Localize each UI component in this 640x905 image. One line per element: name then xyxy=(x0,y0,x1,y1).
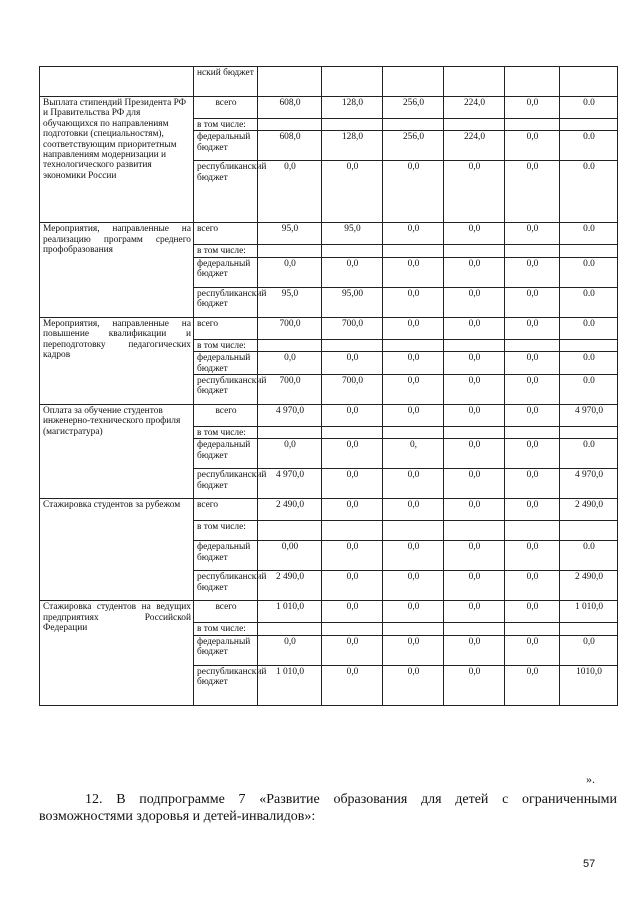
value-cell xyxy=(322,623,383,635)
funding-type-cell: республиканский бюджет xyxy=(194,665,258,705)
value-cell: 0,0 xyxy=(258,352,322,375)
value-cell: 0.0 xyxy=(560,287,618,317)
value-cell: 0,0 xyxy=(383,317,444,339)
value-cell xyxy=(560,119,618,131)
funding-type-cell: всего xyxy=(194,601,258,623)
value-cell: 0,0 xyxy=(444,635,505,665)
value-cell: 0,0 xyxy=(322,352,383,375)
value-cell: 0.0 xyxy=(560,161,618,223)
value-cell xyxy=(258,623,322,635)
total-row xyxy=(40,405,618,427)
value-cell: 2 490,0 xyxy=(560,571,618,601)
funding-type-cell: республиканский бюджет xyxy=(194,571,258,601)
value-cell xyxy=(322,67,383,97)
value-cell: 0,0 xyxy=(444,469,505,499)
value-cell xyxy=(322,521,383,541)
value-cell: 0,0 xyxy=(505,541,560,571)
value-cell: 256,0 xyxy=(383,131,444,161)
value-cell: 0,0 xyxy=(505,665,560,705)
value-cell xyxy=(258,119,322,131)
value-cell xyxy=(560,521,618,541)
value-cell xyxy=(560,339,618,351)
total-row xyxy=(40,97,618,119)
value-cell: 2 490,0 xyxy=(258,499,322,521)
value-cell: 0,0 xyxy=(505,405,560,427)
value-cell: 0,0 xyxy=(505,469,560,499)
value-cell: 0,0 xyxy=(383,257,444,287)
value-cell: 4 970,0 xyxy=(560,469,618,499)
value-cell: 0,0 xyxy=(505,287,560,317)
value-cell: 0,0 xyxy=(383,161,444,223)
measure-name-cell: Оплата за обучение студентов инженерно-технического профиля (магистратура) xyxy=(40,405,194,499)
value-cell: 0,0 xyxy=(505,375,560,405)
total-row xyxy=(40,499,618,521)
funding-type-cell: всего xyxy=(194,97,258,119)
value-cell: 0,0 xyxy=(444,571,505,601)
value-cell xyxy=(560,245,618,257)
value-cell: 0,0 xyxy=(383,601,444,623)
funding-type-cell: всего xyxy=(194,405,258,427)
value-cell: 0.0 xyxy=(560,439,618,469)
value-cell: 0,0 xyxy=(322,257,383,287)
value-cell: 0,0 xyxy=(444,405,505,427)
value-cell: 256,0 xyxy=(383,97,444,119)
funding-type-cell: республиканский бюджет xyxy=(194,287,258,317)
funding-type-cell: республиканский бюджет xyxy=(194,375,258,405)
value-cell xyxy=(322,339,383,351)
value-cell: 0,0 xyxy=(383,375,444,405)
measure-name-cell: Стажировка студентов на ведущих предприятиях Российской Федерации xyxy=(40,601,194,705)
value-cell xyxy=(258,521,322,541)
value-cell: 0.0 xyxy=(560,352,618,375)
funding-type-cell: всего xyxy=(194,223,258,245)
value-cell xyxy=(383,427,444,439)
value-cell: 0,0 xyxy=(322,405,383,427)
measure-name-cell: Мероприятия, направленные на повышение квалификации и переподготовку педагогических кадров xyxy=(40,317,194,404)
value-cell: 0, xyxy=(383,439,444,469)
value-cell: 0,0 xyxy=(444,223,505,245)
value-cell: 1010,0 xyxy=(560,665,618,705)
value-cell: 700,0 xyxy=(258,375,322,405)
value-cell: 0,00 xyxy=(258,541,322,571)
value-cell: 0,0 xyxy=(444,287,505,317)
budget-table xyxy=(39,66,618,706)
value-cell xyxy=(505,67,560,97)
value-cell: 0,0 xyxy=(383,541,444,571)
measure-name-cell: Мероприятия, направленные на реализацию программ среднего профобразования xyxy=(40,223,194,317)
funding-type-cell: федеральный бюджет xyxy=(194,352,258,375)
value-cell: 0,0 xyxy=(505,131,560,161)
continuation-row xyxy=(40,67,618,97)
value-cell: 0,0 xyxy=(322,499,383,521)
funding-type-cell: в том числе: xyxy=(194,623,258,635)
value-cell: 0,0 xyxy=(444,665,505,705)
value-cell: 0,0 xyxy=(505,439,560,469)
value-cell: 95,0 xyxy=(258,287,322,317)
funding-type-cell: в том числе: xyxy=(194,339,258,351)
value-cell: 608,0 xyxy=(258,97,322,119)
value-cell: 0,0 xyxy=(444,257,505,287)
value-cell: 608,0 xyxy=(258,131,322,161)
total-row xyxy=(40,601,618,623)
value-cell: 224,0 xyxy=(444,131,505,161)
value-cell: 700,0 xyxy=(258,317,322,339)
value-cell: 0,0 xyxy=(383,223,444,245)
value-cell xyxy=(322,245,383,257)
value-cell: 2 490,0 xyxy=(258,571,322,601)
value-cell: 4 970,0 xyxy=(560,405,618,427)
value-cell: 0,0 xyxy=(444,541,505,571)
funding-type-cell: в том числе: xyxy=(194,119,258,131)
funding-type-cell: федеральный бюджет xyxy=(194,635,258,665)
value-cell: 0,0 xyxy=(383,571,444,601)
value-cell: 0,0 xyxy=(258,257,322,287)
value-cell: 0,0 xyxy=(322,571,383,601)
value-cell xyxy=(505,245,560,257)
total-row xyxy=(40,223,618,245)
value-cell: 0,0 xyxy=(258,439,322,469)
value-cell xyxy=(560,623,618,635)
value-cell: 0,0 xyxy=(383,635,444,665)
value-cell xyxy=(383,119,444,131)
value-cell: 0,0 xyxy=(505,499,560,521)
value-cell xyxy=(505,119,560,131)
value-cell: 4 970,0 xyxy=(258,405,322,427)
value-cell xyxy=(383,623,444,635)
value-cell: 0,0 xyxy=(258,161,322,223)
value-cell: 0,0 xyxy=(444,439,505,469)
value-cell: 0,0 xyxy=(322,635,383,665)
value-cell: 0.0 xyxy=(560,97,618,119)
value-cell xyxy=(444,427,505,439)
value-cell: 1 010,0 xyxy=(258,601,322,623)
value-cell: 0,0 xyxy=(444,499,505,521)
value-cell: 0,0 xyxy=(322,161,383,223)
value-cell: 0,0 xyxy=(505,317,560,339)
value-cell xyxy=(505,339,560,351)
value-cell: 0,0 xyxy=(322,601,383,623)
value-cell: 0.0 xyxy=(560,541,618,571)
value-cell: 0,0 xyxy=(322,665,383,705)
funding-type-cell: федеральный бюджет xyxy=(194,439,258,469)
funding-type-cell: в том числе: xyxy=(194,521,258,541)
value-cell: 0,0 xyxy=(444,161,505,223)
funding-type-cell: федеральный бюджет xyxy=(194,257,258,287)
value-cell: 95,0 xyxy=(322,223,383,245)
value-cell: 95,00 xyxy=(322,287,383,317)
value-cell xyxy=(560,67,618,97)
funding-type-cell: республиканский бюджет xyxy=(194,161,258,223)
amendment-paragraph: 12. В подпрограмме 7 «Развитие образования для детей с ограниченными возможностями здоровья и детей-инвалидов»: xyxy=(39,792,617,824)
value-cell: 0.0 xyxy=(560,317,618,339)
value-cell: 0,0 xyxy=(505,257,560,287)
value-cell: 0,0 xyxy=(383,405,444,427)
value-cell xyxy=(258,427,322,439)
value-cell xyxy=(322,427,383,439)
value-cell: 0,0 xyxy=(505,571,560,601)
value-cell: 4 970,0 xyxy=(258,469,322,499)
value-cell: 0.0 xyxy=(560,375,618,405)
value-cell: 0,0 xyxy=(258,635,322,665)
value-cell xyxy=(560,427,618,439)
value-cell: 0,0 xyxy=(444,601,505,623)
measure-name-cell xyxy=(40,67,194,97)
value-cell: 0.0 xyxy=(560,223,618,245)
value-cell: 0.0 xyxy=(560,131,618,161)
value-cell xyxy=(444,623,505,635)
value-cell: 0,0 xyxy=(383,665,444,705)
value-cell: 0,0 xyxy=(560,635,618,665)
value-cell xyxy=(505,427,560,439)
value-cell xyxy=(383,339,444,351)
value-cell xyxy=(444,521,505,541)
value-cell: 2 490,0 xyxy=(560,499,618,521)
value-cell: 1 010,0 xyxy=(258,665,322,705)
value-cell xyxy=(322,119,383,131)
value-cell: 0,0 xyxy=(383,469,444,499)
value-cell xyxy=(505,623,560,635)
value-cell: 95,0 xyxy=(258,223,322,245)
value-cell: 0,0 xyxy=(444,352,505,375)
funding-type-cell: республиканский бюджет xyxy=(194,469,258,499)
value-cell xyxy=(505,521,560,541)
value-cell: 0,0 xyxy=(383,499,444,521)
value-cell xyxy=(444,245,505,257)
value-cell: 0,0 xyxy=(505,601,560,623)
measure-name-cell: Выплата стипендий Президента РФ и Правительства РФ для обучающихся по направлениям подготовки (специальностям), соответствующим приоритетным направлениям модернизации и технологического развития экономики России xyxy=(40,97,194,223)
value-cell: 0,0 xyxy=(505,161,560,223)
funding-type-cell: всего xyxy=(194,317,258,339)
funding-type-cell: федеральный бюджет xyxy=(194,541,258,571)
quote-close: ». xyxy=(586,772,595,786)
value-cell xyxy=(444,67,505,97)
value-cell xyxy=(383,67,444,97)
value-cell: 0,0 xyxy=(322,541,383,571)
funding-type-cell: в том числе: xyxy=(194,427,258,439)
value-cell: 700,0 xyxy=(322,375,383,405)
value-cell: 0,0 xyxy=(505,352,560,375)
value-cell: 0,0 xyxy=(322,439,383,469)
value-cell: 0,0 xyxy=(444,375,505,405)
value-cell: 128,0 xyxy=(322,131,383,161)
value-cell xyxy=(383,521,444,541)
funding-type-cell: всего xyxy=(194,499,258,521)
total-row xyxy=(40,317,618,339)
value-cell: 700,0 xyxy=(322,317,383,339)
value-cell xyxy=(383,245,444,257)
funding-type-cell: федеральный бюджет xyxy=(194,131,258,161)
value-cell: 0,0 xyxy=(505,97,560,119)
value-cell: 0,0 xyxy=(383,287,444,317)
value-cell xyxy=(258,67,322,97)
value-cell xyxy=(258,339,322,351)
measure-name-cell: Стажировка студентов за рубежом xyxy=(40,499,194,601)
value-cell: 0,0 xyxy=(322,469,383,499)
value-cell: 128,0 xyxy=(322,97,383,119)
funding-type-cell: в том числе: xyxy=(194,245,258,257)
value-cell xyxy=(444,339,505,351)
page-number: 57 xyxy=(583,858,596,870)
value-cell: 0,0 xyxy=(505,635,560,665)
value-cell: 0.0 xyxy=(560,257,618,287)
value-cell: 0,0 xyxy=(505,223,560,245)
value-cell: 1 010,0 xyxy=(560,601,618,623)
value-cell xyxy=(444,119,505,131)
funding-type-cell: нский бюджет xyxy=(194,67,258,97)
value-cell: 224,0 xyxy=(444,97,505,119)
value-cell xyxy=(258,245,322,257)
value-cell: 0,0 xyxy=(383,352,444,375)
value-cell: 0,0 xyxy=(444,317,505,339)
